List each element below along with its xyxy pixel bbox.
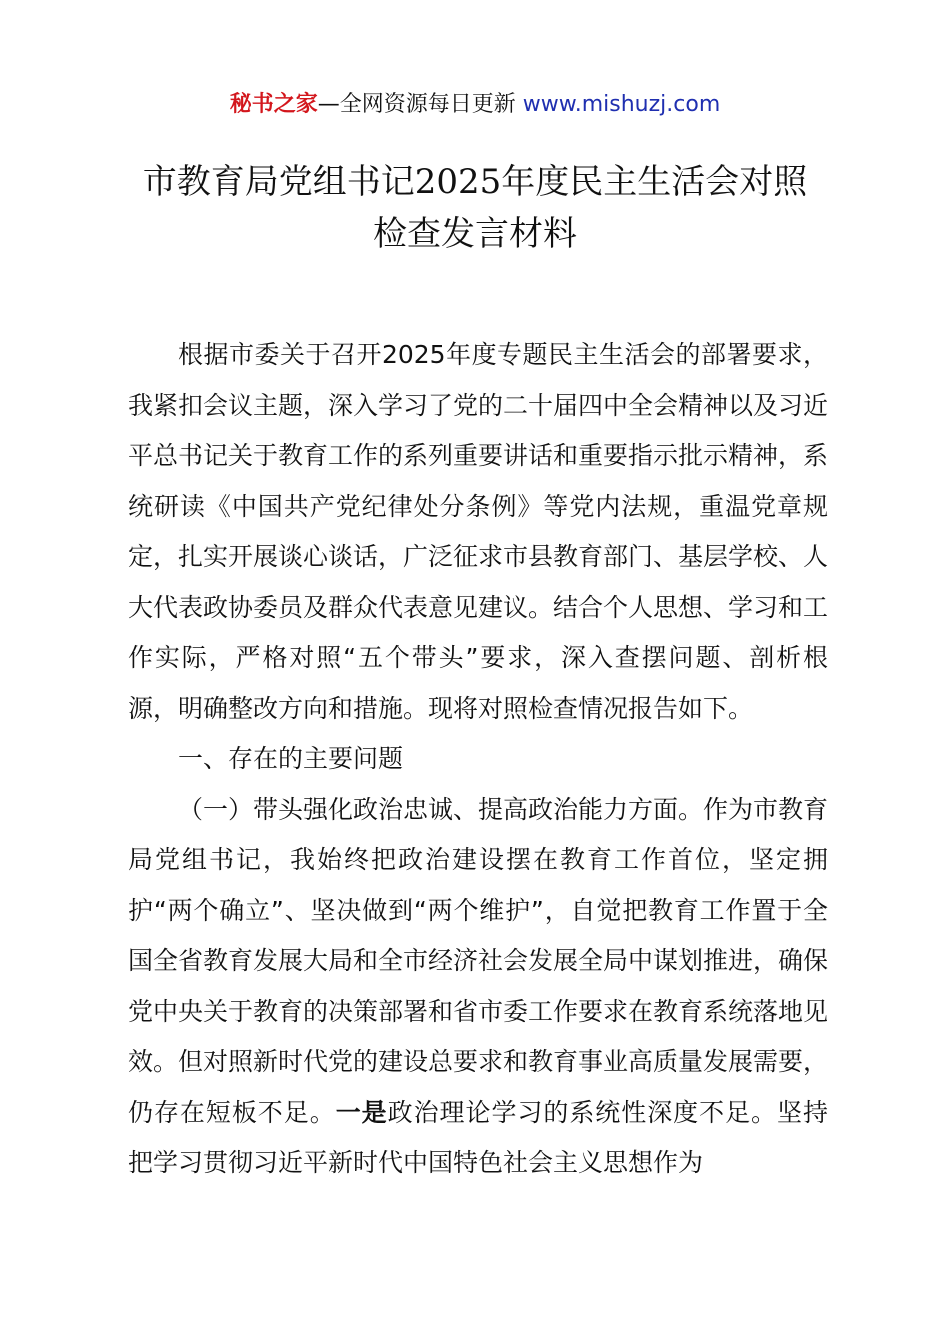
section-heading: 一、存在的主要问题 [178, 744, 404, 773]
point-text: 政治理论学习的系统性深度不足。坚持把学习贯彻习近平新时代中国特色社会主义思想作为 [128, 1097, 828, 1177]
subsection-text: （一）带头强化政治忠诚、提高政治能力方面。作为市教育局党组书记，我始终把政治建设摆在教育工作首位，坚定拥护“两个确立”、坚决做到“两个维护”，自觉把教育工作置于全国全省教育发展大局和全市经济社会发展全局中谋划推进，确保党中央关于教育的决策部署和省市委工作要求在教育系统落地见效。但对照新时代党的建设总要求和教育事业高质量发展需要，仍存在短板不足。 [128, 794, 829, 1127]
document-title [100, 156, 850, 260]
watermark-url[interactable]: www.mishuzj.com [522, 92, 721, 117]
document-body [128, 330, 828, 1189]
watermark-brand: 秘书之家 [229, 92, 318, 117]
subsection-paragraph [128, 785, 828, 1189]
point-label: 一是 [335, 1097, 388, 1127]
title-line-2: 检查发言材料 [373, 214, 577, 254]
intro-paragraph: 根据市委关于召开2025年度专题民主生活会的部署要求，我紧扣会议主题，深入学习了党的二十届四中全会精神以及习近平总书记关于教育工作的系列重要讲话和重要指示批示精神，系统研读《中国共产党纪律处分条例》等党内法规，重温党章规定，扎实开展谈心谈话，广泛征求市县教育部门、基层学校、人大代表政协委员及群众代表意见建议。结合个人思想、学习和工作实际，严格对照“五个带头”要求，深入查摆问题、剖析根源，明确整改方向和措施。现将对照检查情况报告如下。 [128, 340, 829, 723]
site-watermark [0, 88, 950, 122]
title-line-1: 市教育局党组书记2025年度民主生活会对照 [142, 162, 808, 202]
watermark-tagline: —全网资源每日更新 [317, 92, 516, 117]
